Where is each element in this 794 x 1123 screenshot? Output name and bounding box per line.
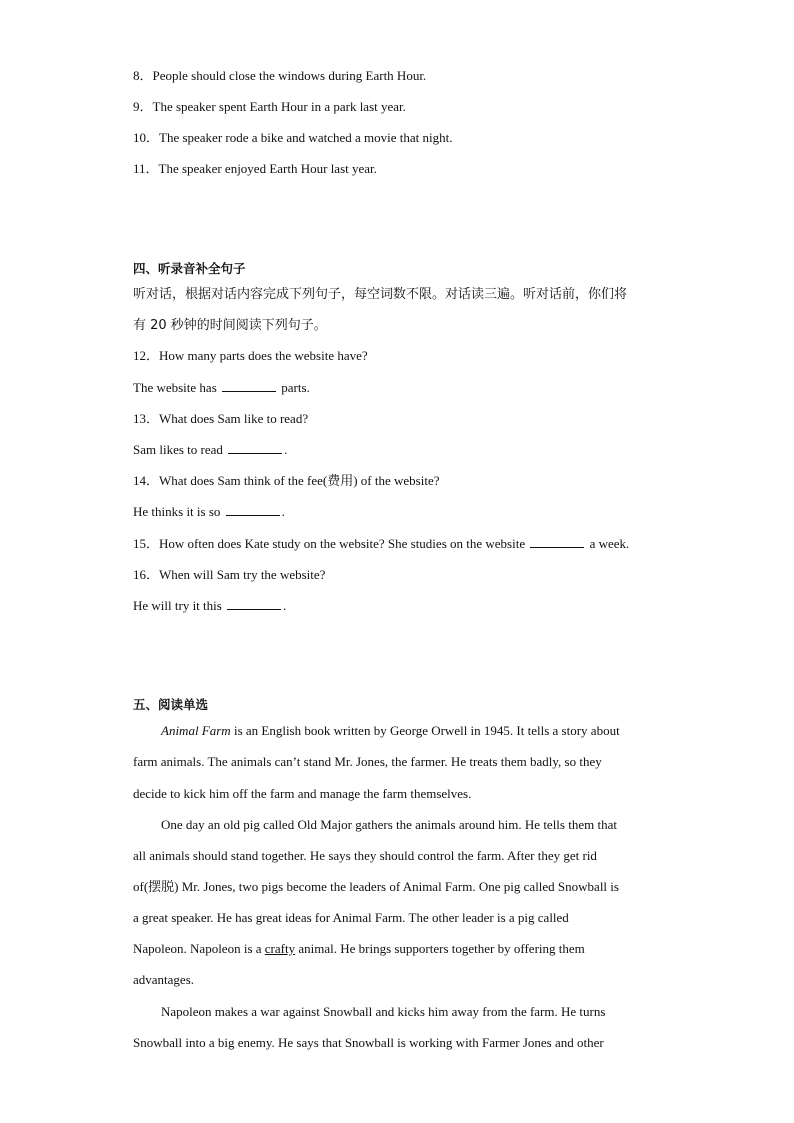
book-title: Animal Farm (161, 723, 231, 738)
answer-14-pre: He thinks it is so (133, 504, 221, 519)
answer-13 (133, 441, 287, 459)
passage-p2-line-1: One day an old pig called Old Major gathers the animals around him. He tells them that (161, 817, 617, 832)
statement-9: 9．The speaker spent Earth Hour in a park last year. (133, 99, 406, 114)
answer-14-post: . (281, 504, 285, 519)
question-12: 12．How many parts does the website have? (133, 348, 368, 363)
answer-16-post: . (283, 598, 287, 613)
passage-p1-line-2: farm animals. The animals can’t stand Mr. Jones, the farmer. He treats them badly, so they (133, 754, 602, 769)
passage-p2-line-2: all animals should stand together. He says they should control the farm. After they get rid (133, 848, 597, 863)
section-5-title: 五、阅读单选 (133, 697, 209, 712)
passage-p2-line-3: of(摆脱) Mr. Jones, two pigs become the leaders of Animal Farm. One pig called Snowball is (133, 879, 619, 894)
passage-p3-line-1: Napoleon makes a war against Snowball and kicks him away from the farm. He turns (161, 1004, 606, 1019)
passage-p2-line-5-pre: Napoleon. Napoleon is a (133, 941, 265, 956)
question-14: 14．What does Sam think of the fee(费用) of the website? (133, 473, 440, 488)
answer-12-pre: The website has (133, 380, 217, 395)
passage-p1-line-1-rest: is an English book written by George Orwell in 1945. It tells a story about (230, 723, 620, 738)
answer-13-pre: Sam likes to read (133, 442, 223, 457)
answer-12 (133, 379, 310, 397)
answer-blank-12[interactable] (222, 379, 276, 392)
question-15-post: a week. (589, 536, 630, 551)
answer-13-post: . (284, 442, 288, 457)
answer-16 (133, 597, 286, 615)
answer-blank-15[interactable] (530, 535, 584, 548)
passage-p2-line-5-post: animal. He brings supporters together by offering them (295, 941, 585, 956)
passage-p2-line-6: advantages. (133, 972, 195, 987)
passage-p2-line-4: a great speaker. He has great ideas for Animal Farm. The other leader is a pig called (133, 910, 569, 925)
answer-blank-13[interactable] (228, 441, 282, 454)
section-4-title: 四、听录音补全句子 (133, 261, 246, 276)
passage-p2-line-5 (133, 940, 585, 958)
answer-12-post: parts. (281, 380, 310, 395)
section-4-instructions-1: 听对话，根据对话内容完成下列句子，每空词数不限。对话读三遍。听对话前，你们将 (133, 287, 628, 302)
statement-8: 8．People should close the windows during Earth Hour. (133, 68, 427, 83)
passage-p1-line-3: decide to kick him off the farm and manage the farm themselves. (133, 786, 472, 801)
answer-16-pre: He will try it this (133, 598, 222, 613)
answer-blank-14[interactable] (226, 503, 280, 516)
question-13: 13．What does Sam like to read? (133, 411, 309, 426)
answer-blank-16[interactable] (227, 597, 281, 610)
question-15 (133, 535, 629, 553)
answer-14 (133, 503, 285, 521)
question-15-pre: 15．How often does Kate study on the website? She studies on the website (133, 536, 526, 551)
passage-p1-line-1 (161, 722, 620, 740)
passage-p3-line-2: Snowball into a big enemy. He says that Snowball is working with Farmer Jones and other (133, 1035, 604, 1050)
underlined-word-crafty: crafty (264, 941, 296, 956)
section-4-instructions-2: 有 20 秒钟的时间阅读下列句子。 (133, 318, 327, 333)
statement-10: 10．The speaker rode a bike and watched a movie that night. (133, 130, 453, 145)
question-16: 16．When will Sam try the website? (133, 567, 326, 582)
statement-11: 11．The speaker enjoyed Earth Hour last year. (133, 161, 377, 176)
